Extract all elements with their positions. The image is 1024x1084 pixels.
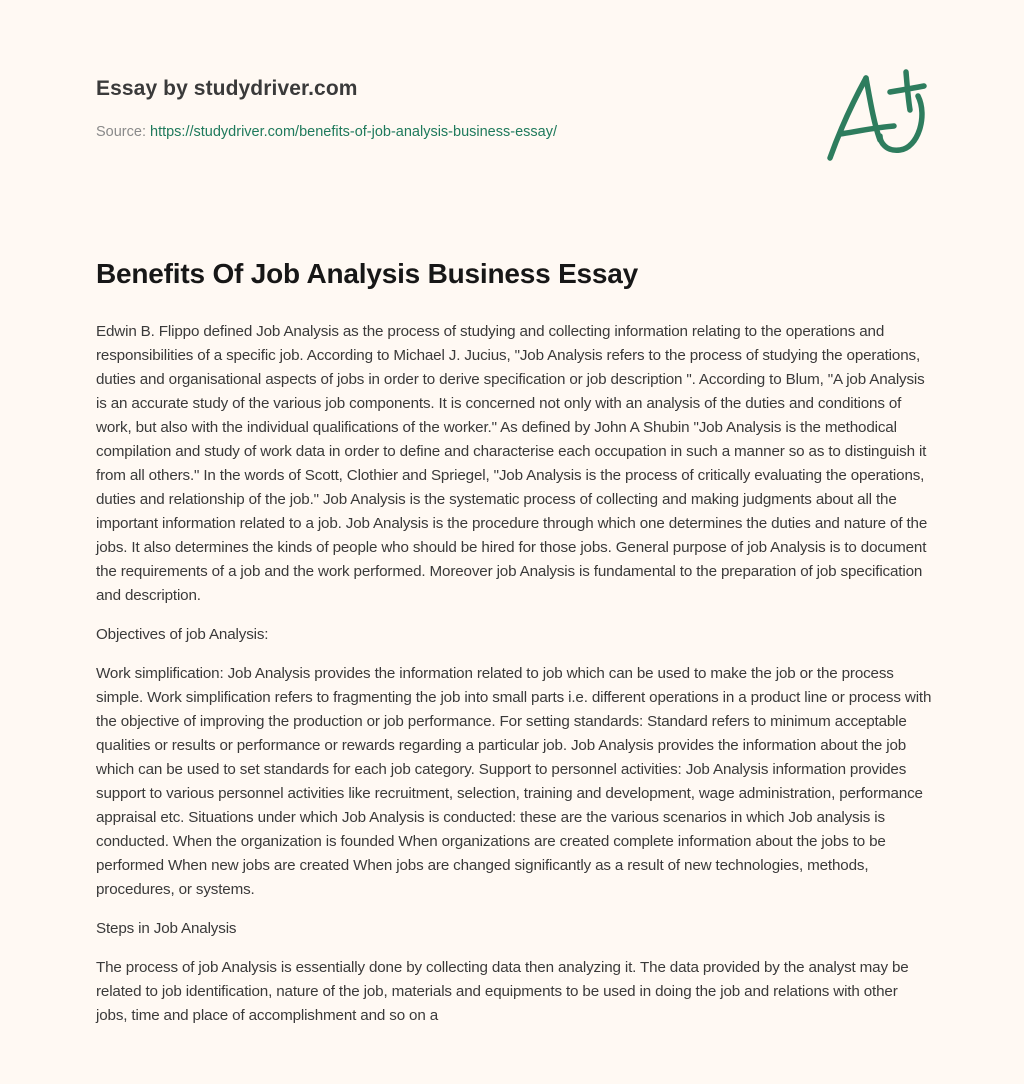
essay-header (96, 74, 796, 142)
essay-content (96, 252, 932, 1043)
essay-paragraph: Work simplification: Job Analysis provides the information related to job which can be used to make the job or the process simple. Work simplification refers to fragmenting the job into small parts i.e. different operations in a product line or process with the objective of improving the production or job performance. For setting standards: Standard refers to minimum acceptable qualities or results or performance or rewards regarding a particular job. Job Analysis provides the information about the job which can be used to set standards for each job category. Support to personnel activities: Job Analysis information provides support to various personnel activities like recruitment, selection, training and development, wage administration, performance appraisal etc. Situations under which Job Analysis is conducted: these are the various scenarios in which Job analysis is conducted. When the organization is founded When organizations are created complete information about the jobs to be performed When new jobs are created When jobs are changed significantly as a result of new technologies, methods, procedures, or systems. (96, 665, 932, 898)
essay-title: Benefits Of Job Analysis Business Essay (96, 258, 639, 289)
section-heading-steps: Steps in Job Analysis (96, 920, 237, 937)
essay-paragraph: Edwin B. Flippo defined Job Analysis as the process of studying and collecting information relating to the operations and responsibilities of a specific job. According to Michael J. Jucius, "Job Analysis refers to the process of studying the operations, duties and organisational aspects of jobs in order to derive specification or job description ". According to Blum, "A job Analysis is an accurate study of the various job components. It is concerned not only with an analysis of the duties and conditions of work, but also with the individual qualifications of the worker." As defined by John A Shubin "Job Analysis is the methodical compilation and study of work data in order to define and characterise each occupation in such a manner so as to distinguish it from all others." In the words of Scott, Clothier and Spriegel, "Job Analysis is the process of critically evaluating the operations, duties and relationship of the job." Job Analysis is the systematic process of collecting and making judgments about all the important information related to a job. Job Analysis is the procedure through which one determines the duties and nature of the jobs. It also determines the kinds of people who should be hired for those jobs. General purpose of job Analysis is to document the requirements of a job and the work performed. Moreover job Analysis is fundamental to the preparation of job specification and description. (96, 323, 928, 604)
a-plus-grade-icon (818, 66, 930, 166)
source-label: Source: (96, 124, 150, 140)
essay-paragraph: The process of job Analysis is essentially done by collecting data then analyzing it. The data provided by the analyst may be related to job identification, nature of the job, materials and equipments to be used in doing the job and relations with other jobs, time and place of accomplishment and so on a (96, 959, 909, 1024)
section-heading-objectives: Objectives of job Analysis: (96, 626, 269, 643)
site-brand: Essay by studydriver.com (96, 77, 358, 100)
source-link[interactable]: https://studydriver.com/benefits-of-job-analysis-business-essay/ (150, 124, 557, 140)
source-line (96, 122, 796, 142)
